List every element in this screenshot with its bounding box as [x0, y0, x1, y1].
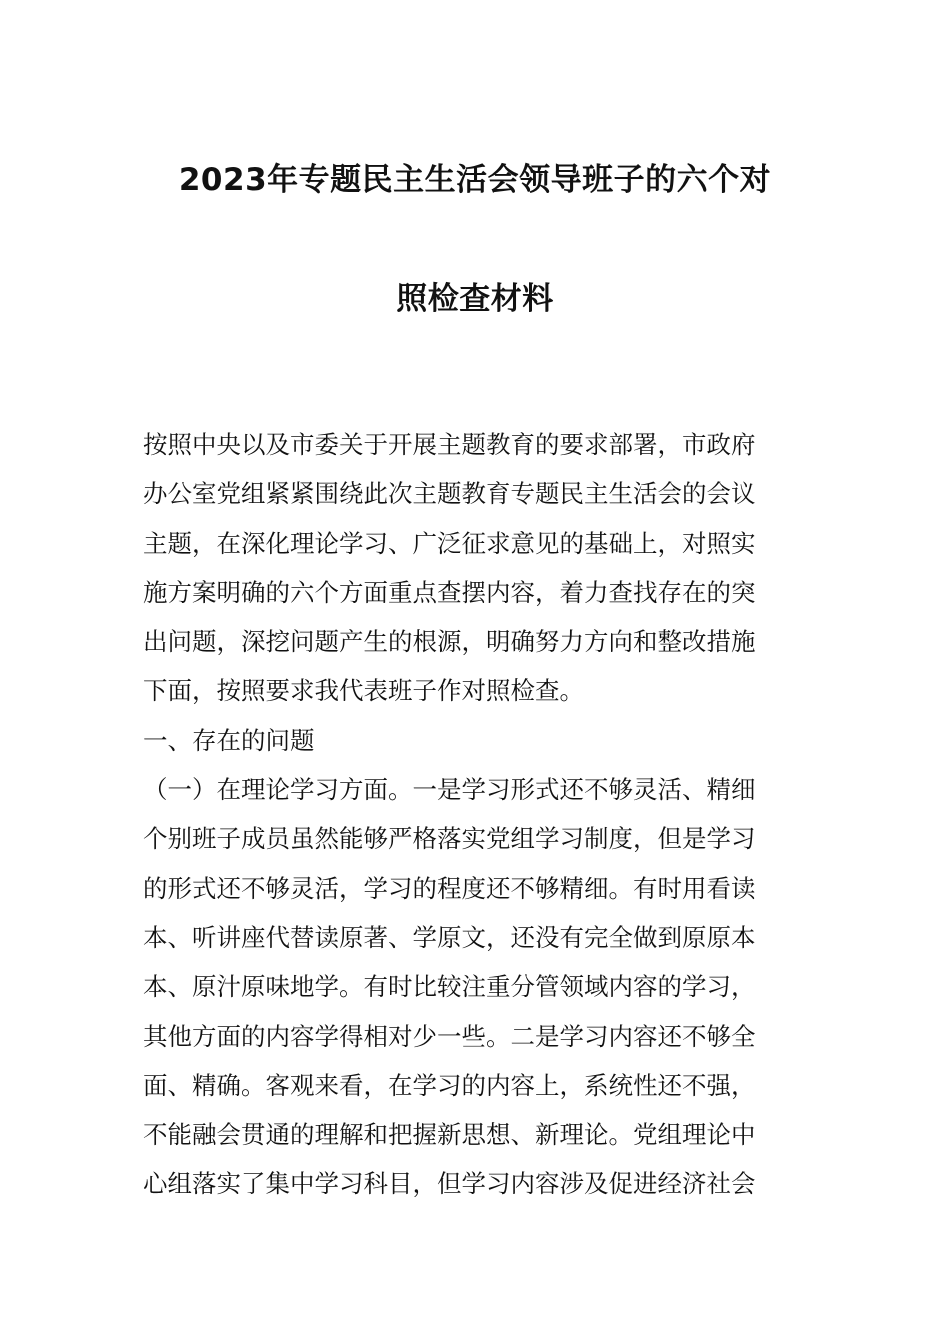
body-line: （一）在理论学习方面。一是学习形式还不够灵活、精细: [143, 775, 756, 805]
body-line: 的形式还不够灵活，学习的程度还不够精细。有时用看读: [143, 873, 756, 903]
document-body: [143, 420, 823, 1209]
body-line: 个别班子成员虽然能够严格落实党组学习制度，但是学习: [143, 824, 756, 854]
body-line: 主题，在深化理论学习、广泛征求意见的基础上，对照实: [143, 528, 756, 558]
document-title-line-2: 照检查材料: [396, 281, 554, 317]
document-title-line-1: 2023年专题民主生活会领导班子的六个对: [178, 162, 772, 198]
body-line: 按照中央以及市委关于开展主题教育的要求部署，市政府: [143, 430, 756, 459]
body-line: 施方案明确的六个方面重点查摆内容，着力查找存在的突: [143, 577, 756, 607]
section-heading: 一、存在的问题: [143, 725, 315, 755]
body-line: 出问题，深挖问题产生的根源，明确努力方向和整改措施: [143, 627, 756, 657]
body-line: 面、精确。客观来看，在学习的内容上，系统性还不强，: [143, 1070, 756, 1100]
body-line: 心组落实了集中学习科目，但学习内容涉及促进经济社会: [143, 1169, 756, 1199]
body-line: 其他方面的内容学得相对少一些。二是学习内容还不够全: [143, 1021, 756, 1051]
body-line: 下面，按照要求我代表班子作对照检查。: [143, 676, 584, 706]
body-line: 办公室党组紧紧围绕此次主题教育专题民主生活会的会议: [143, 479, 756, 509]
body-line: 不能融会贯通的理解和把握新思想、新理论。党组理论中: [143, 1120, 756, 1150]
body-line: 本、听讲座代替读原著、学原文，还没有完全做到原原本: [143, 922, 756, 952]
body-line: 本、原汁原味地学。有时比较注重分管领域内容的学习，: [143, 972, 756, 1002]
